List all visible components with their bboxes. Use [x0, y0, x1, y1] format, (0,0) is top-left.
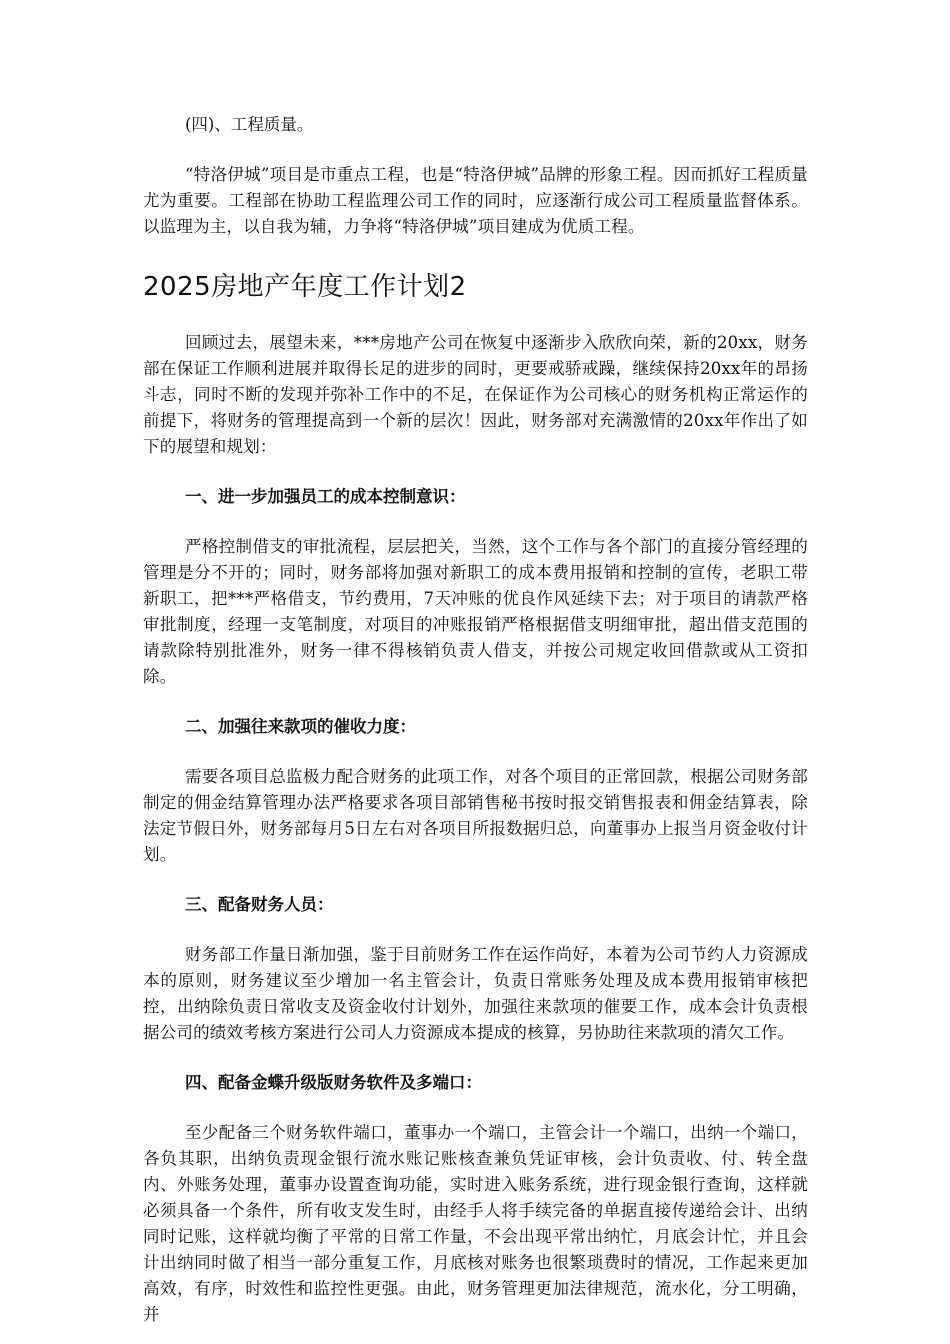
section-four-heading: (四)、工程质量。 — [185, 115, 314, 134]
section-four-body: “特洛伊城”项目是市重点工程，也是“特洛伊城”品牌的形象工程。因而抓好工程质量尤为重要。工程部在协助工程监理公司工作的同时，应逐渐行成公司工程质量监督体系。以监理为主，以自我为辅，力争将“特洛伊城”项目建成为优质工程。 — [143, 165, 808, 236]
item-1-body: 严格控制借支的审批流程，层层把关，当然，这个工作与各个部门的直接分管经理的管理是分不开的；同时，财务部将加强对新职工的成本费用报销和控制的宣传，老职工带新职工，把***严格借支，节约费用，7天冲账的优良作风延续下去；对于项目的请款严格审批制度，经理一支笔制度，对项目的冲账报销严格根据借支明细审批，超出借支范围的请款除特别批准外，财务一律不得核销负责人借支，并按公司规定收回借款或从工资扣除。 — [143, 537, 808, 686]
item-3-body: 财务部工作量日渐加强，鉴于目前财务工作在运作尚好，本着为公司节约人力资源成本的原则，财务建议至少增加一名主管会计，负责日常账务处理及成本费用报销审核把控，出纳除负责日常收支及资金收付计划外，加强往来款项的催要工作，成本会计负责根据公司的绩效考核方案进行公司人力资源成本提成的核算，另协助往来款项的清欠工作。 — [143, 945, 808, 1042]
item-4-heading: 四、配备金蝶升级版财务软件及多端口： — [185, 1073, 482, 1092]
item-2-heading: 二、加强往来款项的催收力度： — [185, 717, 416, 736]
document-page — [143, 112, 808, 1328]
document-title: 2025房地产年度工作计划2 — [143, 272, 467, 302]
item-2-body: 需要各项目总监极力配合财务的此项工作，对各个项目的正常回款，根据公司财务部制定的佣金结算管理办法严格要求各项目部销售秘书按时报交销售报表和佣金结算表，除法定节假日外，财务部每月5日左右对各项目所报数据归总，向董事办上报当月资金收付计划。 — [143, 767, 808, 864]
intro-paragraph: 回顾过去，展望未来，***房地产公司在恢复中逐渐步入欣欣向荣，新的20xx，财务部在保证工作顺利进展并取得长足的进步的同时，更要戒骄戒躁，继续保持20xx年的昂扬斗志，同时不断的发现并弥补工作中的不足，在保证作为公司核心的财务机构正常运作的前提下，将财务的管理提高到一个新的层次！因此，财务部对充满激情的20xx年作出了如下的展望和规划： — [143, 333, 808, 456]
item-4-body: 至少配备三个财务软件端口，董事办一个端口，主管会计一个端口，出纳一个端口，各负其职，出纳负责现金银行流水账记账核查兼负凭证审核，会计负责收、付、转全盘内、外账务处理，董事办设置查询功能，实时进入账务系统，进行现金银行查询，这样就必须具备一个条件，所有收支发生时，由经手人将手续完备的单据直接传递给会计、出纳同时记账，这样就均衡了平常的日常工作量，不会出现平常出纳忙，月底会计忙，并且会计出纳同时做了相当一部分重复工作，月底核对账务也很繁琐费时的情况，工作起来更加高效，有序，时效性和监控性更强。由此，财务管理更加法律规范，流水化，分工明确，并 — [143, 1123, 808, 1324]
item-3-heading: 三、配备财务人员： — [185, 895, 334, 914]
item-1-heading: 一、进一步加强员工的成本控制意识： — [185, 487, 466, 506]
